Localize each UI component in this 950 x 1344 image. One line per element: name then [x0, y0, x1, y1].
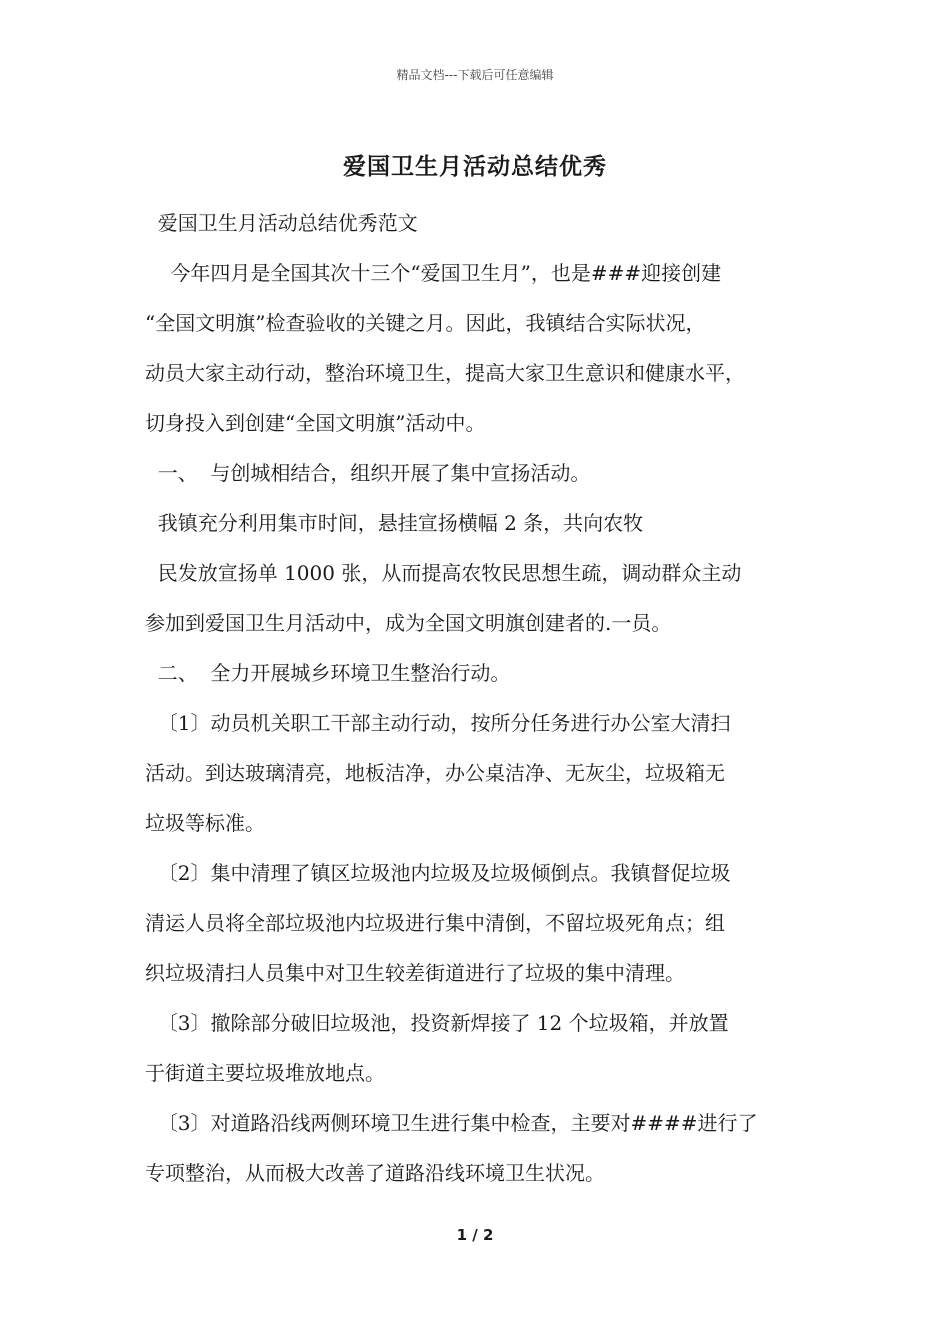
body-line: 我镇充分利用集市时间，悬挂宣扬横幅 2 条，共向农牧	[145, 511, 644, 535]
body-line: 二、 全力开展城乡环境卫生整治行动。	[145, 661, 511, 685]
body-line: 织垃圾清扫人员集中对卫生较差街道进行了垃圾的集中清理。	[145, 961, 685, 985]
body-line: 清运人员将全部垃圾池内垃圾进行集中清倒，不留垃圾死角点；组	[145, 911, 725, 935]
body-line: 〔2〕集中清理了镇区垃圾池内垃圾及垃圾倾倒点。我镇督促垃圾	[145, 861, 731, 885]
body-line: “全国文明旗”检查验收的关键之月。因此，我镇结合实际状况，	[145, 311, 706, 335]
body-line: 参加到爱国卫生月活动中，成为全国文明旗创建者的.一员。	[145, 611, 672, 635]
page-number: 1 / 2	[456, 1226, 494, 1244]
body-line: 活动。到达玻璃清亮，地板洁净，办公桌洁净、无灰尘，垃圾箱无	[145, 761, 725, 785]
body-line: 今年四月是全国其次十三个“爱国卫生月”，也是###迎接创建	[145, 261, 722, 285]
body-line: 民发放宣扬单 1000 张，从而提高农牧民思想生疏，调动群众主动	[145, 561, 742, 585]
body-line: 〔3〕撤除部分破旧垃圾池，投资新焊接了 12 个垃圾箱，并放置	[145, 1011, 729, 1035]
body-line: 一、 与创城相结合，组织开展了集中宣扬活动。	[145, 461, 591, 485]
document-title: 爱国卫生月活动总结优秀	[343, 153, 607, 180]
body-line: 动员大家主动行动，整治环境卫生，提高大家卫生意识和健康水平，	[145, 361, 745, 385]
body-line: 专项整治，从而极大改善了道路沿线环境卫生状况。	[145, 1161, 605, 1185]
body-line: 于街道主要垃圾堆放地点。	[145, 1061, 385, 1085]
body-line: 爱国卫生月活动总结优秀范文	[145, 211, 418, 235]
body-line: 垃圾等标准。	[145, 811, 265, 835]
body-line: 〔1〕动员机关职工干部主动行动，按所分任务进行办公室大清扫	[145, 711, 731, 735]
body-line: 〔3〕对道路沿线两侧环境卫生进行集中检查，主要对####进行了	[145, 1111, 758, 1135]
document-body	[145, 198, 825, 1198]
header-note: 精品文档---下载后可任意编辑	[396, 68, 554, 82]
body-line: 切身投入到创建“全国文明旗”活动中。	[145, 411, 486, 435]
